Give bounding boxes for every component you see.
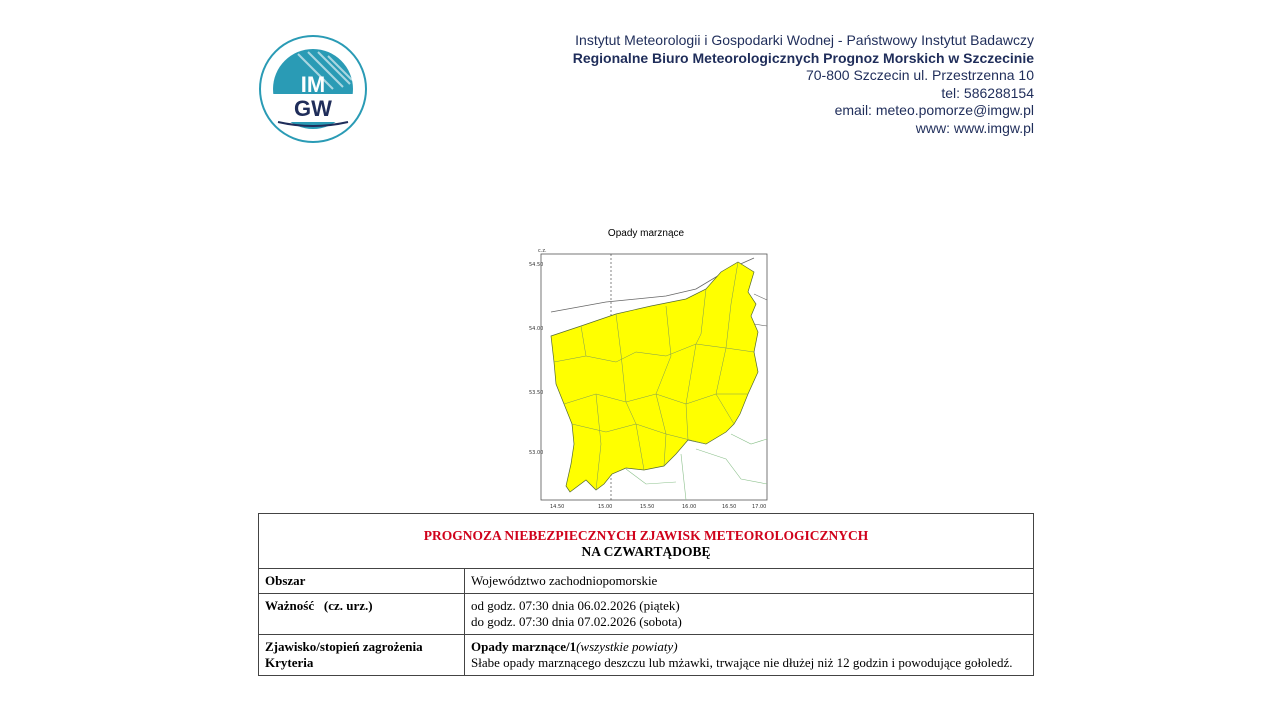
warning-subtitle: NA CZWARTĄDOBĘ [581, 544, 711, 559]
area-label: Obszar [259, 569, 465, 594]
map-corner-label: c.z. [538, 248, 547, 254]
criteria-label: Kryteria [265, 655, 314, 670]
x-tick-label: 15.50 [640, 504, 655, 510]
table-row [259, 594, 1034, 635]
validity-label: Ważność [265, 598, 315, 613]
area-value: Województwo zachodniopomorskie [465, 569, 1034, 594]
warning-map [526, 224, 774, 514]
logo-letters-bottom: GW [294, 96, 332, 121]
office-phone: tel: 586288154 [941, 84, 1034, 101]
warning-title: PROGNOZA NIEBEZPIECZNYCH ZJAWISK METEOROLOGICZNYCH [423, 528, 869, 543]
office-name: Regionalne Biuro Meteorologicznych Prognoz Morskich w Szczecinie [572, 49, 1034, 66]
map-figure [526, 244, 774, 514]
phenomenon-value: Opady marznące/1 [471, 639, 577, 654]
y-tick-label: 54.00 [529, 326, 544, 332]
criteria-value: Słabe opady marznącego deszczu lub mżawki, trwające nie dłużej niż 12 godzin i powodujące gołoledź. [471, 655, 1013, 670]
phenomenon-label-cell [259, 635, 465, 676]
map-title: Opady marznące [607, 228, 685, 239]
institute-name: Instytut Meteorologii i Gospodarki Wodnej - Państwowy Instytut Badawczy [575, 32, 1034, 48]
y-tick-label: 54.50 [529, 262, 544, 268]
phenomenon-scope: (wszystkie powiaty) [576, 639, 678, 654]
x-tick-label: 14.50 [550, 504, 565, 510]
table-row [259, 635, 1034, 676]
validity-value-cell [465, 594, 1034, 635]
imgw-logo [258, 34, 368, 144]
validity-to: do godz. 07:30 dnia 07.02.2026 (sobota) [471, 614, 682, 629]
validity-from: od godz. 07:30 dnia 06.02.2026 (piątek) [471, 598, 680, 613]
phenomenon-value-cell [465, 635, 1034, 676]
y-tick-label: 53.00 [529, 450, 544, 456]
validity-label-cell [259, 594, 465, 635]
warning-table [258, 513, 1034, 676]
office-address: 70-800 Szczecin ul. Przestrzenna 10 [805, 67, 1034, 83]
validity-note: (cz. urz.) [323, 598, 373, 613]
institute-header [573, 32, 1034, 137]
phenomenon-label: Zjawisko/stopień zagrożenia [265, 639, 423, 654]
warning-header [259, 514, 1034, 569]
x-tick-label: 17.00 [752, 504, 767, 510]
x-tick-label: 16.50 [722, 504, 737, 510]
office-email: email: meteo.pomorze@imgw.pl [834, 102, 1034, 118]
office-website: www: www.imgw.pl [915, 119, 1034, 136]
logo-letters-top: IM [300, 72, 326, 97]
x-tick-label: 15.00 [598, 504, 613, 510]
y-tick-label: 53.50 [529, 390, 544, 396]
table-row [259, 569, 1034, 594]
x-tick-label: 16.00 [682, 504, 697, 510]
